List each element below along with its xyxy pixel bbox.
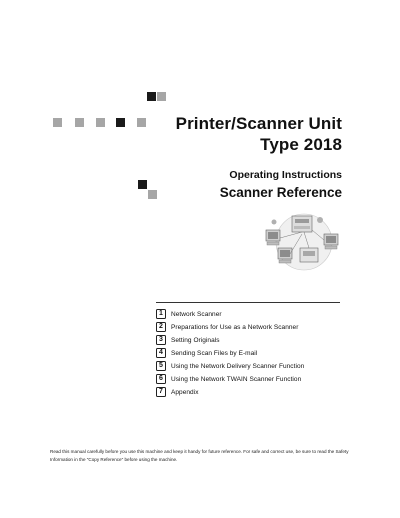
chapter-label: Using the Network Delivery Scanner Function bbox=[171, 362, 305, 370]
chapter-label: Setting Originals bbox=[171, 336, 220, 344]
chapter-number: 5 bbox=[156, 361, 166, 371]
decorative-square bbox=[116, 118, 125, 127]
chapter-label: Network Scanner bbox=[171, 310, 222, 318]
decorative-square bbox=[75, 118, 84, 127]
chapter-item[interactable] bbox=[156, 321, 304, 333]
decorative-square bbox=[137, 118, 146, 127]
subtitle-line-2: Scanner Reference bbox=[219, 185, 342, 200]
chapter-item[interactable] bbox=[156, 360, 304, 372]
subtitle-line-1: Operating Instructions bbox=[229, 169, 342, 181]
decorative-square bbox=[147, 92, 156, 101]
chapter-item[interactable] bbox=[156, 308, 304, 320]
chapter-number: 6 bbox=[156, 374, 166, 384]
title-line-2: Type 2018 bbox=[260, 135, 342, 154]
chapter-label: Using the Network TWAIN Scanner Function bbox=[171, 375, 302, 383]
safety-note-line-1: Read this manual carefully before you use this machine and keep it handy for future reference. For safe and correct use, be sure to read the Safety bbox=[50, 449, 349, 454]
decorative-square bbox=[53, 118, 62, 127]
chapter-item[interactable] bbox=[156, 373, 304, 385]
chapter-item[interactable] bbox=[156, 347, 304, 359]
decorative-square bbox=[148, 190, 157, 199]
decorative-square bbox=[96, 118, 105, 127]
scanner-network-illustration bbox=[262, 208, 344, 274]
title-line-1: Printer/Scanner Unit bbox=[175, 114, 342, 133]
chapter-number: 2 bbox=[156, 322, 166, 332]
document-title bbox=[176, 113, 342, 155]
safety-note bbox=[50, 448, 370, 464]
safety-note-line-2: Information in the "Copy Reference" before using the machine. bbox=[50, 457, 178, 462]
divider bbox=[156, 302, 340, 303]
chapter-number: 1 bbox=[156, 309, 166, 319]
chapter-list bbox=[156, 308, 304, 399]
chapter-label: Preparations for Use as a Network Scanner bbox=[171, 323, 299, 331]
chapter-item[interactable] bbox=[156, 386, 304, 398]
chapter-number: 4 bbox=[156, 348, 166, 358]
chapter-label: Appendix bbox=[171, 388, 199, 396]
decorative-square bbox=[157, 92, 166, 101]
decorative-square bbox=[138, 180, 147, 189]
document-subtitle bbox=[220, 168, 342, 204]
chapter-label: Sending Scan Files by E-mail bbox=[171, 349, 258, 357]
chapter-item[interactable] bbox=[156, 334, 304, 346]
chapter-number: 7 bbox=[156, 387, 166, 397]
chapter-number: 3 bbox=[156, 335, 166, 345]
